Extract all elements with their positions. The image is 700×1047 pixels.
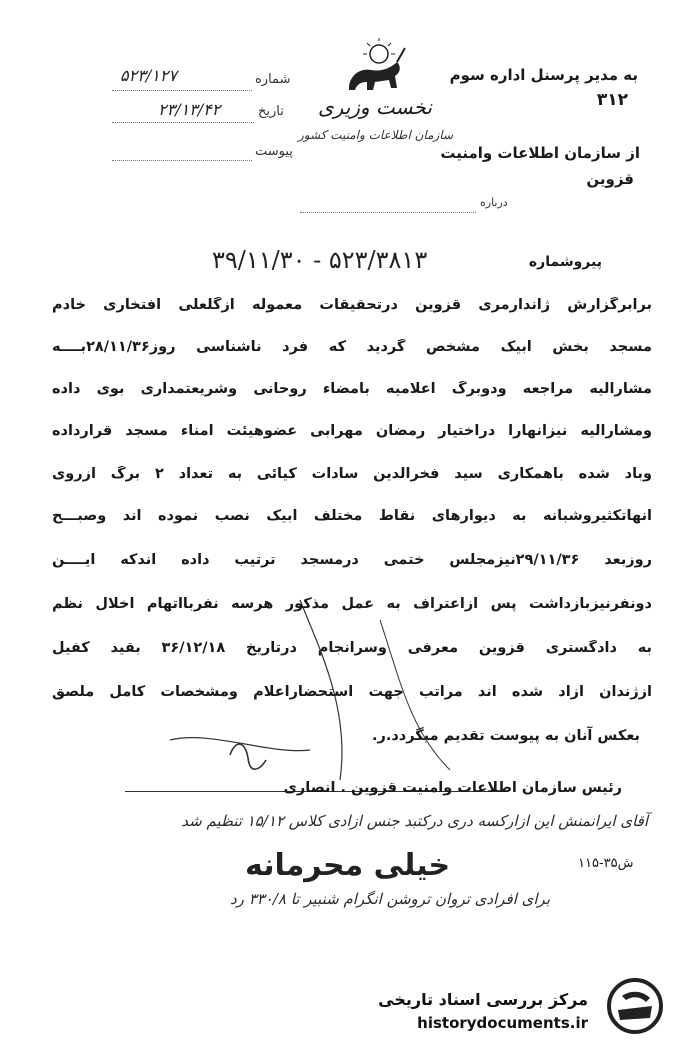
attachment-dotted-line	[112, 160, 252, 161]
confidential-stamp: خیلی محرمانه	[245, 848, 451, 883]
sender-city: قزوین	[586, 170, 634, 188]
handwritten-note-2: برای افرادی تروان تروشن انگرام شنبیر تا ۳۳۰/۸ رد	[229, 890, 550, 908]
date-value: ۲۳/۱۳/۴۲	[158, 100, 221, 119]
sender-line: از سازمان اطلاعات وامنیت	[440, 144, 640, 162]
org-subtitle: سازمان اطلاعات وامنیت کشور	[298, 128, 453, 142]
side-number: ۱۱۵-۳۵ش	[578, 856, 634, 871]
handwritten-note-1: آقای ایرانمنش این ازارکسه دری درکتبد جنس ازادی کلاس ۱۵/۱۲ تنظیم شد	[181, 812, 648, 830]
reference-value: ۳۹/۱۱/۳۰ - ۵۲۳/۳۸۱۳	[212, 246, 428, 274]
body-line: مشارالیه مراجعه ودوبرگ اعلامیه بامضاء روحانی وشریعتمداری بوی داده	[52, 381, 652, 397]
archive-logo-icon	[600, 976, 670, 1036]
lion-sun-emblem-icon	[335, 38, 415, 98]
date-dotted-line	[112, 122, 254, 123]
signature-line: رئیس سازمان اطلاعات وامنیت قزوین . انصاری	[283, 780, 622, 796]
archive-url: historydocuments.ir	[417, 1014, 588, 1032]
body-line: روزبعد ۲۹/۱۱/۳۶نیزمجلس ختمی درمسجد ترتیب داده اندکه ایــــن	[52, 552, 652, 568]
recipient-code: ۳۱۲	[596, 90, 628, 110]
body-line: وباد شده باهمکاری سید فخرالدین سادات کیائی به تعداد ۲ برگ ازروی	[52, 466, 652, 482]
body-line: آنهاتکثیروشبانه به دیوارهای نقاط مختلف آبیک نصب نموده اند وصبـــح	[52, 508, 652, 524]
subject-label: درباره	[480, 196, 508, 209]
archive-name: مرکز بررسی اسناد تاریخی	[378, 990, 588, 1009]
number-label: شماره	[255, 72, 291, 87]
body-line: برابرگزارش ژاندارمری قزوین درتحقیقات معموله ازگلعلی افتخاری خادم	[52, 297, 652, 313]
body-line: مسجد بخش آبیک مشخص گردید که فرد ناشناسی روز۲۸/۱۱/۳۶بــــه	[52, 339, 652, 355]
body-line: بعکس آنان به پیوست تقدیم میگردد.ر.	[371, 728, 640, 744]
body-line: به دادگستری قزوین معرفی وسرانجام درتاریخ ۳۶/۱۲/۱۸ بقید کفیل	[52, 640, 652, 656]
body-line: ومشارالیه نیزآنهارا دراختیار رمضان مهرابی عضوهیئت امناء مسجد قرارداده	[52, 423, 652, 439]
handwritten-scribble-icon	[150, 590, 480, 790]
reference-label: پیروشماره	[528, 254, 602, 270]
org-title: نخست وزیری	[318, 95, 432, 119]
number-dotted-line	[112, 90, 252, 91]
body-line: ازژندان آزاد شده اند مراتب جهت استحضاراعلام ومشخصات کامل ملصق	[52, 684, 652, 700]
subject-dotted-line	[300, 212, 476, 213]
recipient-line: به مدیر پرسنل اداره سوم	[449, 66, 638, 84]
date-label: تاریخ	[258, 104, 284, 119]
number-value: ۵۲۳/۱۲۷	[120, 66, 177, 85]
attachment-label: پیوست	[255, 144, 293, 159]
body-line: دونفرنیزبازداشت پس ازاعتراف به عمل مذکور هرسه نفربااتهام اخلال نظم	[52, 596, 652, 612]
